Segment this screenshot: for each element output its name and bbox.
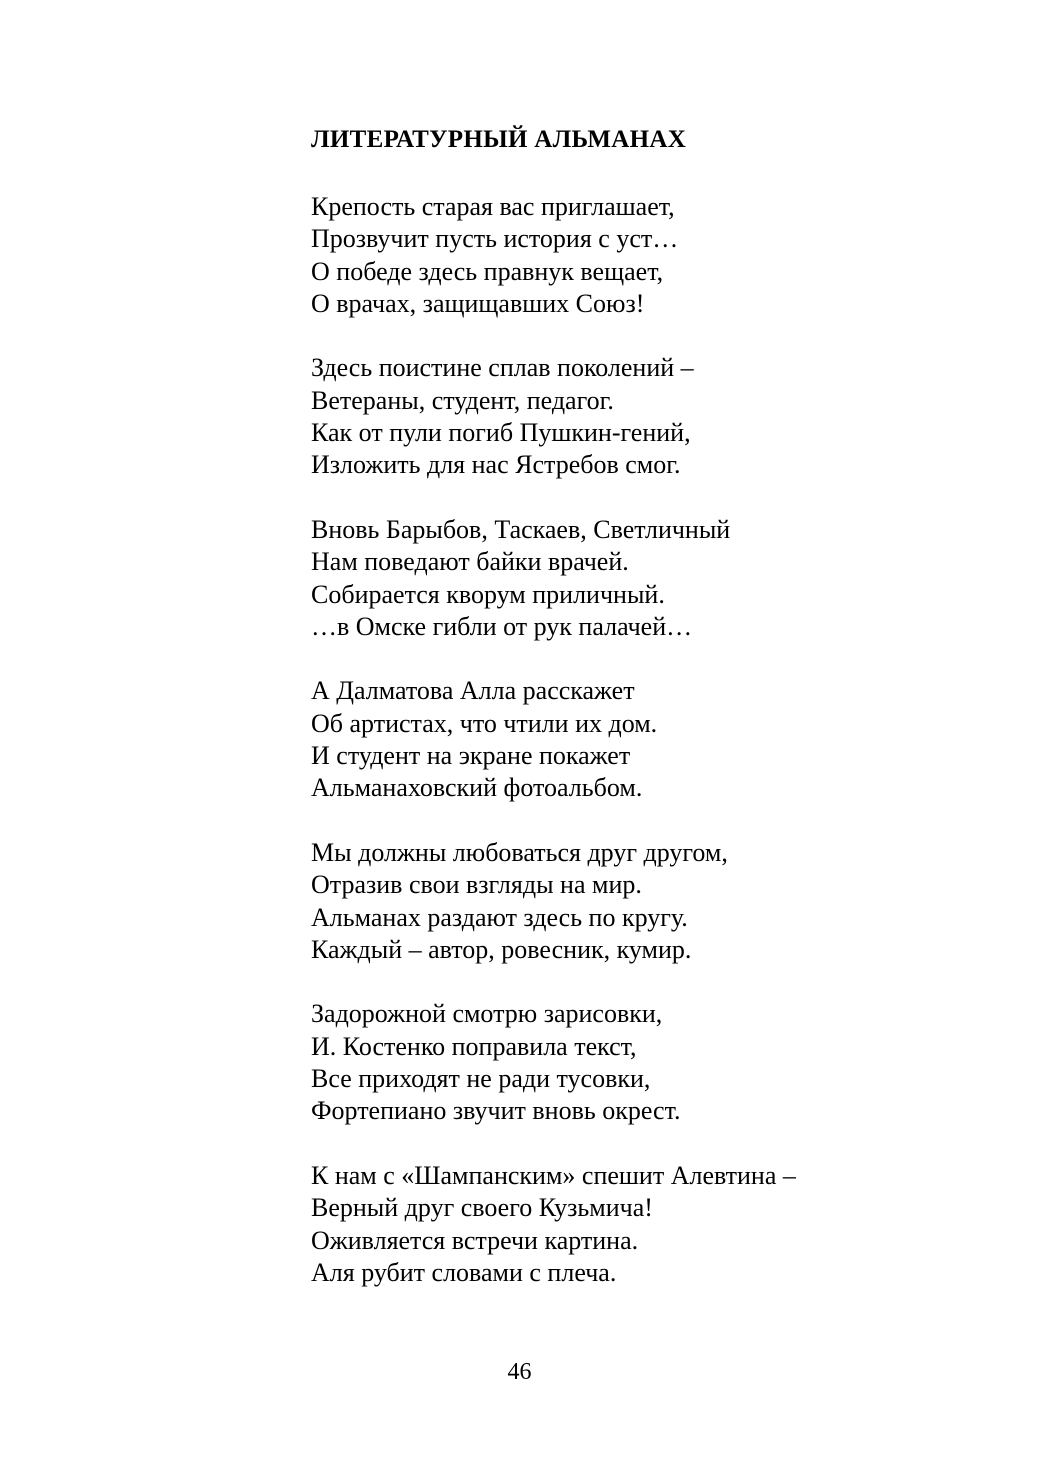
- poem-line: Верный друг своего Кузьмича!: [311, 1193, 653, 1223]
- poem-line: Задорожной смотрю зарисовки,: [311, 999, 663, 1029]
- poem-title: ЛИТЕРАТУРНЫЙ АЛЬМАНАХ: [311, 126, 687, 153]
- stanza-4: [311, 675, 796, 804]
- poem-line: Прозвучит пусть история с уст…: [311, 224, 679, 254]
- poem-line: Ветераны, студент, педагог.: [311, 385, 614, 415]
- stanza-5: [311, 837, 796, 966]
- poem-line: Здесь поистине сплав поколений –: [311, 353, 694, 383]
- poem-line: Крепость старая вас приглашает,: [311, 192, 675, 221]
- stanza-7: [311, 1160, 796, 1289]
- poem-line: И. Костенко поправила текст,: [311, 1031, 637, 1061]
- stanza-1: [311, 191, 796, 320]
- stanza-6: [311, 998, 796, 1127]
- poem-line: Оживляется встречи картина.: [311, 1225, 639, 1255]
- stanza-3: [311, 514, 796, 643]
- poem-body: [311, 191, 796, 1321]
- poem-line: Альманах раздают здесь по кругу.: [311, 902, 688, 932]
- poem-line: Альманаховский фотоальбом.: [311, 773, 643, 803]
- poem-line: О врачах, защищавших Союз!: [311, 288, 645, 318]
- poem-line: …в Омске гибли от рук палачей…: [311, 611, 693, 641]
- poem-line: К нам с «Шампанским» спешит Алевтина –: [311, 1160, 796, 1190]
- poem-line: И студент на экране покажет: [311, 741, 631, 771]
- poem-line: Отразив свои взгляды на мир.: [311, 870, 642, 900]
- poem-line: Мы должны любоваться друг другом,: [311, 837, 728, 867]
- stanza-2: [311, 352, 796, 481]
- poem-line: Как от пули погиб Пушкин-гений,: [311, 418, 691, 448]
- poem-line: Изложить для нас Ястребов смог.: [311, 450, 681, 480]
- poem-line: Об артистах, что чтили их дом.: [311, 708, 658, 738]
- poem-line: А Далматова Алла расскажет: [311, 676, 635, 706]
- poem-line: Все приходят не ради тусовки,: [311, 1064, 651, 1094]
- poem-line: Фортепиано звучит вновь окрест.: [311, 1096, 681, 1126]
- poem-line: Каждый – автор, ровесник, кумир.: [311, 934, 692, 964]
- poem-line: О победе здесь правнук вещает,: [311, 256, 664, 286]
- poem-line: Нам поведают байки врачей.: [311, 547, 629, 577]
- poem-line: Вновь Барыбов, Таскаев, Светличный: [311, 514, 731, 544]
- page-number: 46: [507, 1359, 532, 1385]
- poem-line: Собирается кворум приличный.: [311, 579, 665, 609]
- poem-line: Аля рубит словами с плеча.: [311, 1257, 617, 1287]
